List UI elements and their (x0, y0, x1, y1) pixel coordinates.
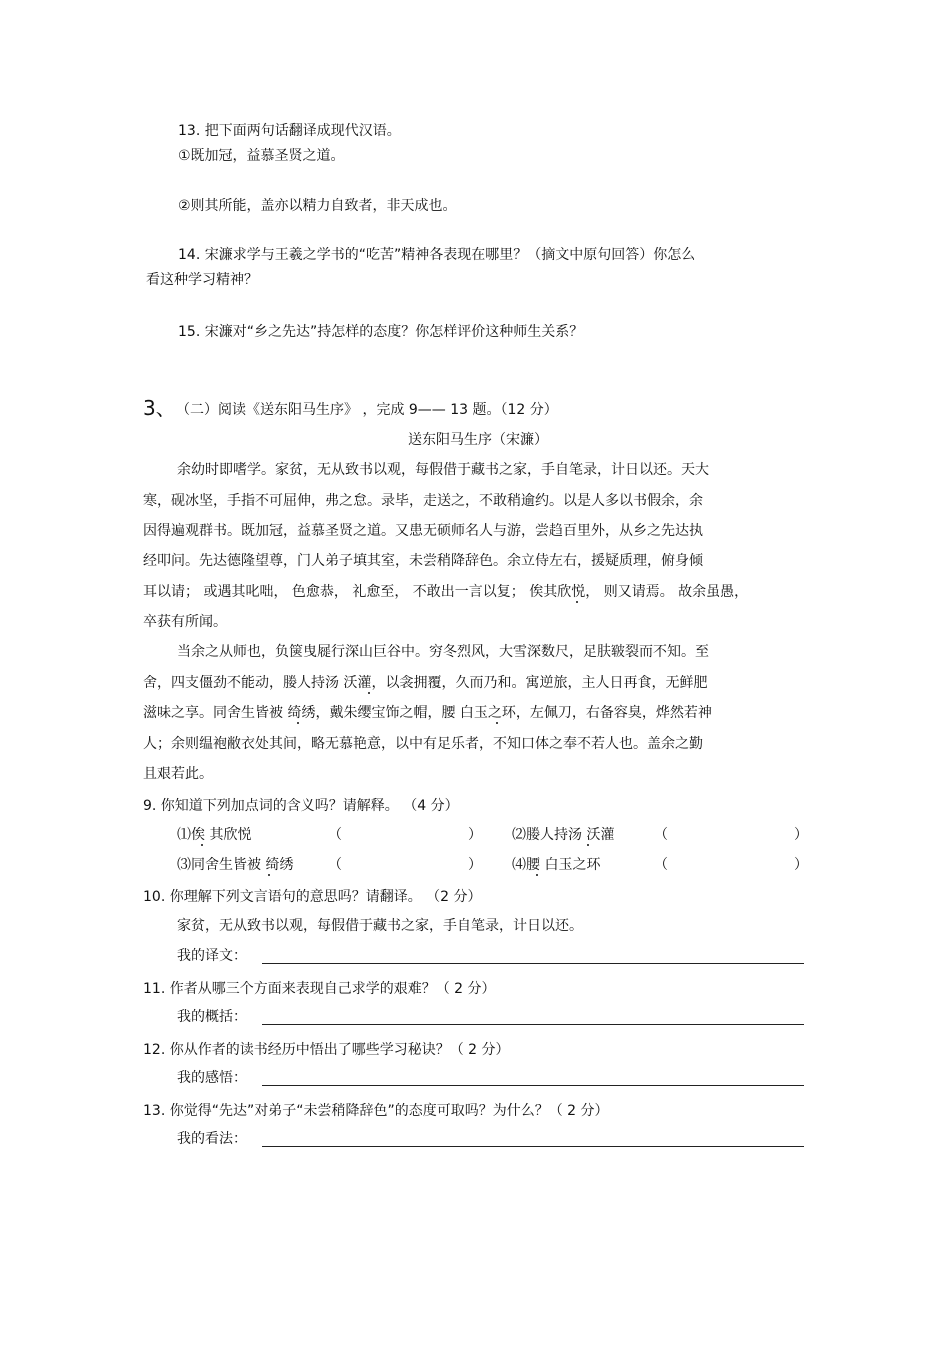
emphasis-dot (536, 874, 538, 876)
q11-answer-line[interactable] (262, 1024, 804, 1025)
q9-item-paren-close: ） (794, 827, 808, 843)
q12-answer-label: 我的感悟： (177, 1070, 247, 1086)
q13b-prompt: 13. 你觉得“先达”对弟子“未尝稍降辞色”的态度可取吗？为什么？（ 2 分） (143, 1103, 609, 1119)
emphasis-dot (297, 722, 299, 724)
passage-line: 滋味之享。同舍生皆被 绮绣，戴朱缨宝饰之帽，腰 白玉之环，左佩刀，右备容臭，烨然若神 (143, 705, 712, 721)
emphasis-dot (201, 844, 203, 846)
q12-prompt: 12. 你从作者的读书经历中悟出了哪些学习秘诀？（ 2 分） (143, 1042, 510, 1058)
q9-item-label: ⑷腰 白玉之环 (512, 857, 601, 873)
passage-line: 耳以请； 或遇其叱咄， 色愈恭， 礼愈至， 不敢出一言以复； 俟其欣悦， 则又请焉。 故余虽愚， (143, 584, 749, 600)
q13-sentence-1: ①既加冠，益慕圣贤之道。 (178, 148, 345, 164)
q10-sentence: 家贫，无从致书以观，每假借于藏书之家，手自笔录，计日以还。 (177, 918, 583, 934)
passage-line: 当余之从师也，负箧曳屣行深山巨谷中。穷冬烈风，大雪深数尺，足肤皲裂而不知。至 (177, 644, 709, 660)
passage-line: 因得遍观群书。既加冠，益慕圣贤之道。又患无硕师名人与游，尝趋百里外，从乡之先达执 (143, 523, 703, 539)
q9-item-paren-open: （ (654, 857, 668, 873)
q9-item-paren-close: ） (794, 857, 808, 873)
q9-item-paren-open: （ (328, 857, 342, 873)
passage-line: 舍，四支僵劲不能动，媵人持汤 沃灌，以衾拥覆，久而乃和。寓逆旅，主人日再食，无鲜肥 (143, 675, 708, 691)
q10-answer-line[interactable] (262, 963, 804, 964)
q13-title: 13. 把下面两句话翻译成现代汉语。 (178, 123, 401, 139)
q9-item-paren-open: （ (654, 827, 668, 843)
q14-line-2: 看这种学习精神？ (146, 272, 258, 288)
passage-line: 且艰若此。 (143, 766, 213, 782)
q15: 15. 宋濂对“乡之先达”持怎样的态度？你怎样评价这种师生关系？ (178, 324, 584, 340)
q9-item-paren-open: （ (328, 827, 342, 843)
q13b-answer-label: 我的看法： (177, 1131, 247, 1147)
q9-item-label: ⑶同舍生皆被 绮绣 (177, 857, 294, 873)
passage-line: 卒获有所闻。 (143, 614, 227, 630)
q10-answer-label: 我的译文： (177, 948, 247, 964)
section-number: 3、 (143, 396, 176, 420)
emphasis-dot (268, 874, 270, 876)
q10-prompt: 10. 你理解下列文言语句的意思吗？请翻译。 （2 分） (143, 889, 482, 905)
q13-sentence-2: ②则其所能，盖亦以精力自致者，非天成也。 (178, 198, 457, 214)
q9-item-label: ⑵媵人持汤 沃灌 (512, 827, 615, 843)
q9-item-label: ⑴俟 其欣悦 (177, 827, 252, 843)
passage-line: 人；余则缊袍敝衣处其间，略无慕艳意，以中有足乐者，不知口体之奉不若人也。盖余之勤 (143, 736, 703, 752)
q9-prompt: 9. 你知道下列加点词的含义吗？请解释。 （4 分） (143, 798, 459, 814)
q11-answer-label: 我的概括： (177, 1009, 247, 1025)
emphasis-dot (576, 601, 578, 603)
q14-line-1: 14. 宋濂求学与王羲之学书的“吃苦”精神各表现在哪里？（摘文中原句回答）你怎么 (178, 247, 696, 263)
passage-line: 余幼时即嗜学。家贫，无从致书以观，每假借于藏书之家，手自笔录，计日以还。天大 (177, 462, 709, 478)
emphasis-dot (368, 692, 370, 694)
q12-answer-line[interactable] (262, 1085, 804, 1086)
passage-title: 送东阳马生序（宋濂） (408, 432, 548, 448)
q11-prompt: 11. 作者从哪三个方面来表现自己求学的艰难？（ 2 分） (143, 981, 496, 997)
passage-line: 经叩问。先达德隆望尊，门人弟子填其室，未尝稍降辞色。余立侍左右，援疑质理，俯身倾 (143, 553, 703, 569)
q9-item-paren-close: ） (468, 827, 482, 843)
q9-item-paren-close: ） (468, 857, 482, 873)
section-heading: （二）阅读《送东阳马生序》 ，完成 9—— 13 题。（12 分） (176, 402, 558, 418)
q13b-answer-line[interactable] (262, 1146, 804, 1147)
emphasis-dot (587, 844, 589, 846)
emphasis-dot (496, 722, 498, 724)
passage-line: 寒，砚冰坚，手指不可屈伸，弗之怠。录毕，走送之，不敢稍逾约。以是人多以书假余，余 (143, 493, 703, 509)
